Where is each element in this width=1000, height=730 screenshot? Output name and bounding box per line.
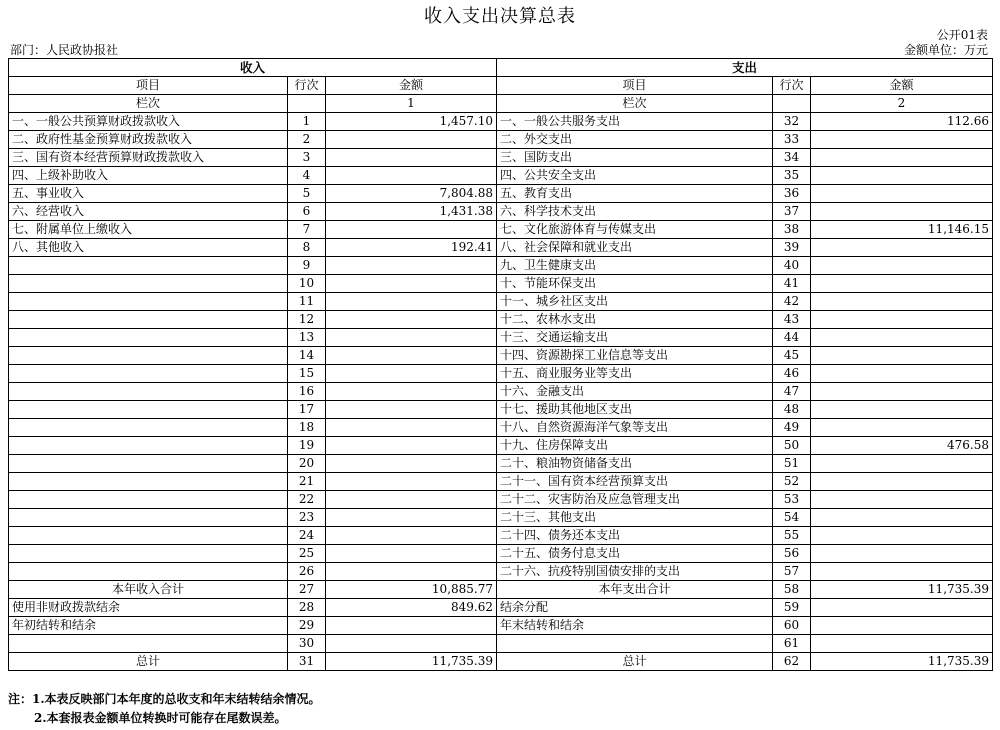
income-line-cell: 10: [288, 275, 326, 293]
page-title: 收入支出决算总表: [424, 6, 576, 27]
table-row: [9, 257, 993, 275]
income-line-cell: 12: [288, 311, 326, 329]
income-amount-cell: 10,885.77: [326, 581, 497, 599]
income-amount-cell: [326, 455, 497, 473]
expense-amount-cell: [811, 455, 993, 473]
expense-line-header: 行次: [773, 77, 811, 95]
expense-amount-cell: 11,735.39: [811, 581, 993, 599]
income-item-cell: [9, 437, 288, 455]
income-line-cell: 31: [288, 653, 326, 671]
table-row: [9, 293, 993, 311]
table-row: [9, 545, 993, 563]
expense-item-cell: 十一、城乡社区支出: [497, 293, 773, 311]
column-header-row: [9, 77, 993, 95]
unit-label: 金额单位：万元: [903, 43, 988, 57]
expense-column-label: 栏次: [497, 95, 773, 113]
expense-item-cell: 二十、粮油物资储备支出: [497, 455, 773, 473]
expense-amount-cell: [811, 635, 993, 653]
income-amount-cell: [326, 383, 497, 401]
income-line-cell: 27: [288, 581, 326, 599]
expense-line-cell: 44: [773, 329, 811, 347]
expense-item-cell: 十九、住房保障支出: [497, 437, 773, 455]
expense-line-cell: 55: [773, 527, 811, 545]
income-amount-cell: [326, 329, 497, 347]
expense-item-cell: 十五、商业服务业等支出: [497, 365, 773, 383]
expense-line-cell: 45: [773, 347, 811, 365]
expense-item-cell: [497, 635, 773, 653]
income-amount-header: 金额: [326, 77, 497, 95]
expense-item-cell: 六、科学技术支出: [497, 203, 773, 221]
expense-item-cell: 十二、农林水支出: [497, 311, 773, 329]
expense-amount-cell: [811, 419, 993, 437]
table-row: [9, 167, 993, 185]
income-line-cell: 29: [288, 617, 326, 635]
income-amount-cell: [326, 311, 497, 329]
form-number: 公开01表: [936, 28, 988, 42]
income-line-cell: 11: [288, 293, 326, 311]
expense-amount-cell: 11,146.15: [811, 221, 993, 239]
expense-line-cell: 35: [773, 167, 811, 185]
income-item-cell: 使用非财政拨款结余: [9, 599, 288, 617]
income-line-cell: 5: [288, 185, 326, 203]
expense-line-cell: 61: [773, 635, 811, 653]
income-line-cell: 3: [288, 149, 326, 167]
table-row: [9, 149, 993, 167]
expense-amount-cell: [811, 365, 993, 383]
table-row: [9, 311, 993, 329]
income-item-cell: [9, 329, 288, 347]
expense-line-cell: 38: [773, 221, 811, 239]
expense-amount-cell: [811, 131, 993, 149]
expense-amount-cell: [811, 491, 993, 509]
expense-line-cell: 47: [773, 383, 811, 401]
expense-item-cell: 三、国防支出: [497, 149, 773, 167]
income-line-cell: 19: [288, 437, 326, 455]
income-item-cell: [9, 275, 288, 293]
expense-line-cell: 40: [773, 257, 811, 275]
expense-amount-cell: [811, 401, 993, 419]
income-line-cell: 1: [288, 113, 326, 131]
income-item-cell: [9, 473, 288, 491]
table-row: [9, 581, 993, 599]
income-line-cell: 13: [288, 329, 326, 347]
table-row: [9, 383, 993, 401]
expense-amount-cell: [811, 185, 993, 203]
income-amount-cell: 1,457.10: [326, 113, 497, 131]
table-row: [9, 221, 993, 239]
expense-line-cell: 46: [773, 365, 811, 383]
income-item-cell: [9, 383, 288, 401]
table-row: [9, 599, 993, 617]
income-item-cell: 一、一般公共预算财政拨款收入: [9, 113, 288, 131]
table-row: [9, 473, 993, 491]
income-amount-cell: [326, 437, 497, 455]
expense-line-cell: 36: [773, 185, 811, 203]
income-amount-cell: [326, 401, 497, 419]
expense-line-cell: 41: [773, 275, 811, 293]
income-line-cell: 22: [288, 491, 326, 509]
income-line-cell: 4: [288, 167, 326, 185]
expense-amount-cell: [811, 257, 993, 275]
expense-line-cell: 42: [773, 293, 811, 311]
note-2: 2.本套报表金额单位转换时可能存在尾数误差。: [34, 711, 287, 725]
expense-item-cell: 二十四、债务还本支出: [497, 527, 773, 545]
income-line-cell: 23: [288, 509, 326, 527]
table-row: [9, 347, 993, 365]
expense-item-cell: 七、文化旅游体育与传媒支出: [497, 221, 773, 239]
income-amount-cell: [326, 257, 497, 275]
income-section-header: 收入: [9, 59, 497, 77]
expense-item-cell: 二十五、债务付息支出: [497, 545, 773, 563]
expense-item-cell: 十七、援助其他地区支出: [497, 401, 773, 419]
income-line-cell: 16: [288, 383, 326, 401]
income-item-cell: [9, 401, 288, 419]
income-line-cell: 18: [288, 419, 326, 437]
income-line-cell: 17: [288, 401, 326, 419]
expense-item-cell: 年末结转和结余: [497, 617, 773, 635]
expense-line-cell: 51: [773, 455, 811, 473]
expense-line-cell: 60: [773, 617, 811, 635]
income-item-cell: 年初结转和结余: [9, 617, 288, 635]
expense-amount-cell: [811, 203, 993, 221]
expense-item-cell: 二、外交支出: [497, 131, 773, 149]
income-line-cell: 7: [288, 221, 326, 239]
expense-item-cell: 二十二、灾害防治及应急管理支出: [497, 491, 773, 509]
income-amount-cell: [326, 167, 497, 185]
expense-line-cell: 57: [773, 563, 811, 581]
income-item-cell: [9, 347, 288, 365]
expense-section-header: 支出: [497, 59, 993, 77]
expense-line-cell: 54: [773, 509, 811, 527]
expense-line-cell: 56: [773, 545, 811, 563]
expense-amount-cell: [811, 293, 993, 311]
expense-item-cell: 十六、金融支出: [497, 383, 773, 401]
income-line-cell: 9: [288, 257, 326, 275]
note-1: 注：1.本表反映部门本年度的总收支和年末结转结余情况。: [8, 692, 321, 706]
expense-amount-cell: [811, 149, 993, 167]
expense-line-cell: 52: [773, 473, 811, 491]
expense-item-cell: 九、卫生健康支出: [497, 257, 773, 275]
expense-item-cell: 本年支出合计: [497, 581, 773, 599]
income-column-label: 栏次: [9, 95, 288, 113]
expense-line-cell: 49: [773, 419, 811, 437]
income-line-cell: 26: [288, 563, 326, 581]
income-line-cell: 20: [288, 455, 326, 473]
expense-amount-cell: [811, 167, 993, 185]
expense-item-cell: 四、公共安全支出: [497, 167, 773, 185]
income-item-cell: [9, 419, 288, 437]
expense-line-cell: 59: [773, 599, 811, 617]
expense-line-cell: 32: [773, 113, 811, 131]
income-item-cell: 三、国有资本经营预算财政拨款收入: [9, 149, 288, 167]
expense-amount-cell: 112.66: [811, 113, 993, 131]
table-row: [9, 131, 993, 149]
notes: [8, 690, 321, 728]
income-item-cell: [9, 527, 288, 545]
income-amount-cell: 7,804.88: [326, 185, 497, 203]
income-amount-cell: [326, 365, 497, 383]
income-amount-cell: [326, 149, 497, 167]
expense-item-cell: 五、教育支出: [497, 185, 773, 203]
expense-line-cell: 37: [773, 203, 811, 221]
expense-amount-cell: [811, 509, 993, 527]
expense-amount-cell: [811, 599, 993, 617]
income-column-number: 1: [326, 95, 497, 113]
income-item-cell: [9, 563, 288, 581]
income-amount-cell: [326, 293, 497, 311]
income-line-header: 行次: [288, 77, 326, 95]
income-amount-cell: [326, 563, 497, 581]
income-line-cell: 24: [288, 527, 326, 545]
expense-amount-cell: 476.58: [811, 437, 993, 455]
table-row: [9, 275, 993, 293]
income-amount-cell: 849.62: [326, 599, 497, 617]
income-amount-cell: [326, 131, 497, 149]
income-item-cell: 七、附属单位上缴收入: [9, 221, 288, 239]
income-line-cell: 14: [288, 347, 326, 365]
income-amount-cell: [326, 635, 497, 653]
expense-item-cell: 二十三、其他支出: [497, 509, 773, 527]
expense-line-cell: 62: [773, 653, 811, 671]
income-line-cell: 8: [288, 239, 326, 257]
expense-item-cell: 一、一般公共服务支出: [497, 113, 773, 131]
expense-item-cell: 八、社会保障和就业支出: [497, 239, 773, 257]
income-amount-cell: 1,431.38: [326, 203, 497, 221]
table-row: [9, 203, 993, 221]
table-row: [9, 527, 993, 545]
expense-amount-cell: [811, 563, 993, 581]
expense-item-cell: 十、节能环保支出: [497, 275, 773, 293]
income-amount-cell: [326, 419, 497, 437]
income-amount-cell: [326, 527, 497, 545]
table-row: [9, 653, 993, 671]
expense-item-cell: 结余分配: [497, 599, 773, 617]
table-row: [9, 239, 993, 257]
expense-amount-cell: [811, 311, 993, 329]
table-row: [9, 401, 993, 419]
table-row: [9, 455, 993, 473]
table-row: [9, 509, 993, 527]
expense-amount-cell: [811, 329, 993, 347]
income-item-cell: 本年收入合计: [9, 581, 288, 599]
income-amount-cell: [326, 221, 497, 239]
income-item-cell: [9, 257, 288, 275]
income-line-cell: 30: [288, 635, 326, 653]
expense-item-cell: 十四、资源勘探工业信息等支出: [497, 347, 773, 365]
table-row: [9, 365, 993, 383]
expense-item-cell: 十八、自然资源海洋气象等支出: [497, 419, 773, 437]
income-line-cell: 25: [288, 545, 326, 563]
department-label: 部门：人民政协报社: [10, 43, 119, 57]
expense-item-header: 项目: [497, 77, 773, 95]
expense-line-cell: 50: [773, 437, 811, 455]
income-item-cell: 六、经营收入: [9, 203, 288, 221]
table-row: [9, 635, 993, 653]
income-amount-cell: 192.41: [326, 239, 497, 257]
expense-amount-cell: [811, 545, 993, 563]
income-amount-cell: 11,735.39: [326, 653, 497, 671]
section-header-row: [9, 59, 993, 77]
income-amount-cell: [326, 545, 497, 563]
income-line-cell: 15: [288, 365, 326, 383]
income-item-cell: [9, 491, 288, 509]
table-row: [9, 419, 993, 437]
income-line-cell: 6: [288, 203, 326, 221]
income-item-cell: 总计: [9, 653, 288, 671]
income-item-cell: 二、政府性基金预算财政拨款收入: [9, 131, 288, 149]
income-line-cell: 21: [288, 473, 326, 491]
expense-line-cell: 39: [773, 239, 811, 257]
income-amount-cell: [326, 491, 497, 509]
table-row: [9, 329, 993, 347]
expense-amount-cell: [811, 275, 993, 293]
table-row: [9, 563, 993, 581]
table-row: [9, 491, 993, 509]
income-expense-table: [8, 58, 993, 671]
expense-line-cell: 33: [773, 131, 811, 149]
expense-amount-cell: [811, 473, 993, 491]
column-index-row: [9, 95, 993, 113]
income-item-cell: [9, 365, 288, 383]
income-item-cell: [9, 635, 288, 653]
expense-amount-header: 金额: [811, 77, 993, 95]
income-amount-cell: [326, 275, 497, 293]
income-item-cell: 五、事业收入: [9, 185, 288, 203]
income-amount-cell: [326, 347, 497, 365]
income-amount-cell: [326, 509, 497, 527]
income-item-cell: [9, 509, 288, 527]
table-row: [9, 617, 993, 635]
expense-amount-cell: [811, 239, 993, 257]
expense-amount-cell: 11,735.39: [811, 653, 993, 671]
income-item-cell: [9, 311, 288, 329]
expense-amount-cell: [811, 617, 993, 635]
expense-line-cell: 53: [773, 491, 811, 509]
expense-line-cell: 43: [773, 311, 811, 329]
expense-column-blank: [773, 95, 811, 113]
table-row: [9, 437, 993, 455]
income-item-header: 项目: [9, 77, 288, 95]
expense-line-cell: 34: [773, 149, 811, 167]
expense-amount-cell: [811, 527, 993, 545]
expense-amount-cell: [811, 383, 993, 401]
income-item-cell: [9, 545, 288, 563]
table-body: [9, 113, 993, 671]
income-line-cell: 2: [288, 131, 326, 149]
expense-line-cell: 58: [773, 581, 811, 599]
income-line-cell: 28: [288, 599, 326, 617]
expense-amount-cell: [811, 347, 993, 365]
expense-line-cell: 48: [773, 401, 811, 419]
table-row: [9, 113, 993, 131]
income-item-cell: 四、上级补助收入: [9, 167, 288, 185]
expense-item-cell: 十三、交通运输支出: [497, 329, 773, 347]
expense-item-cell: 二十一、国有资本经营预算支出: [497, 473, 773, 491]
income-item-cell: 八、其他收入: [9, 239, 288, 257]
income-amount-cell: [326, 617, 497, 635]
expense-column-number: 2: [811, 95, 993, 113]
income-column-blank: [288, 95, 326, 113]
table-row: [9, 185, 993, 203]
income-item-cell: [9, 455, 288, 473]
expense-item-cell: 总计: [497, 653, 773, 671]
income-amount-cell: [326, 473, 497, 491]
expense-item-cell: 二十六、抗疫特别国债安排的支出: [497, 563, 773, 581]
income-item-cell: [9, 293, 288, 311]
